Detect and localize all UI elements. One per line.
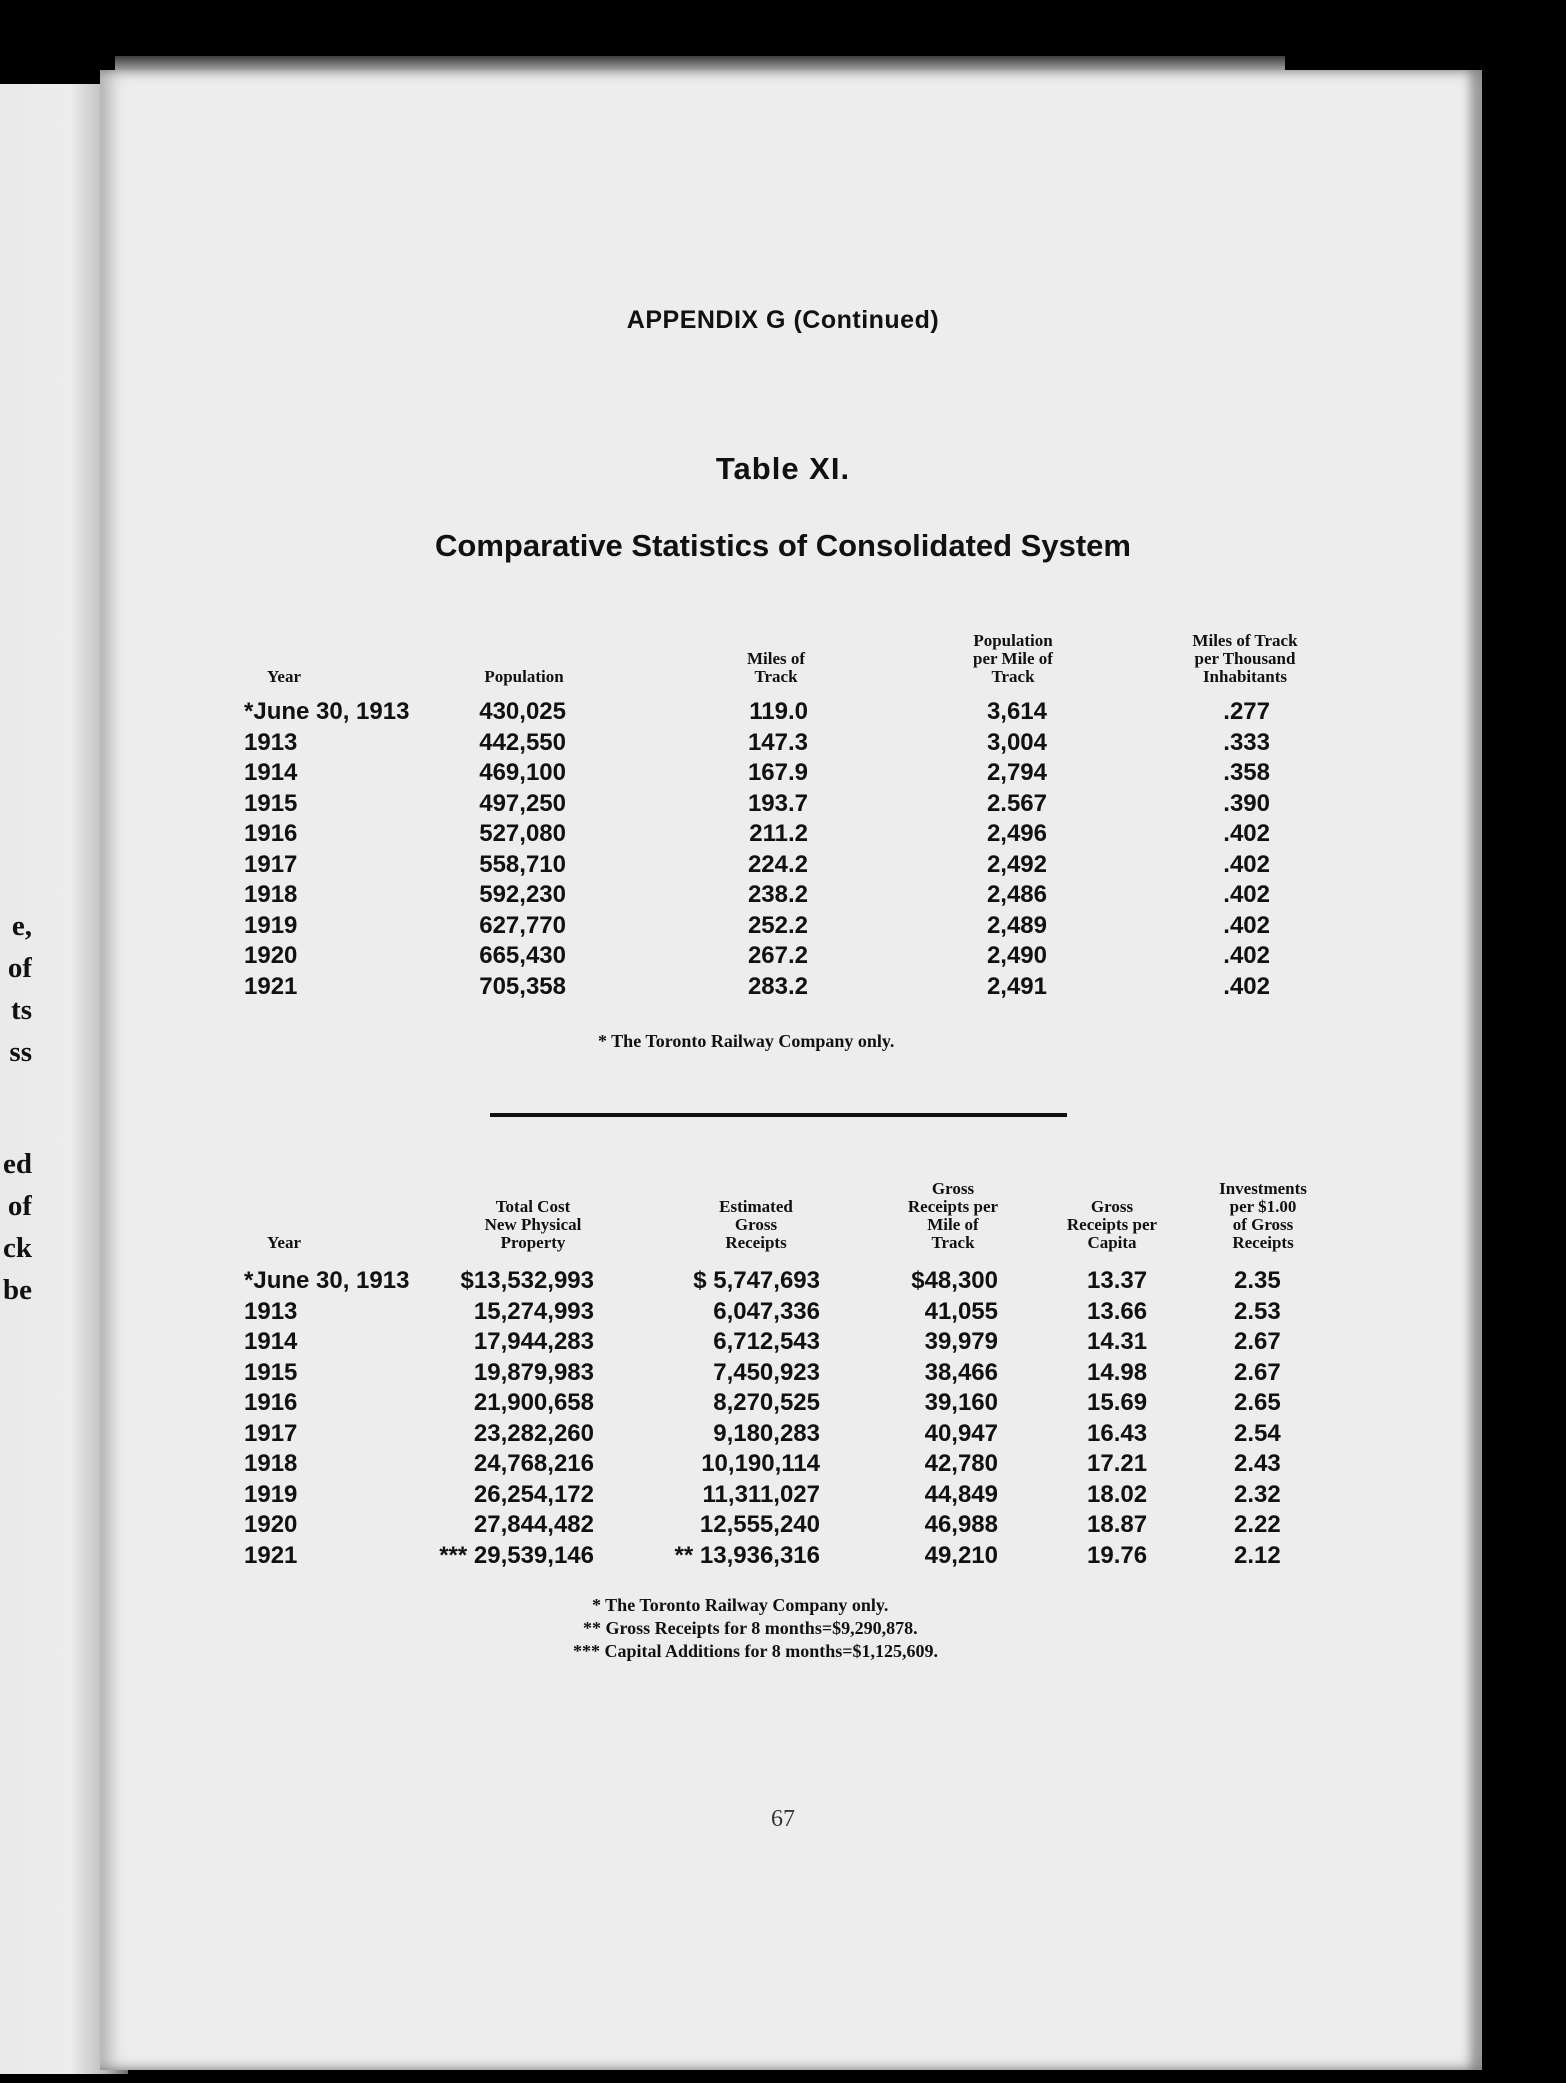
cell-population: 592,230 [479, 881, 566, 908]
cell-year: 1921 [244, 972, 298, 1000]
cell-population: 705,358 [479, 972, 566, 1000]
cell-estimated-gross-receipts: 7,450,923 [713, 1358, 820, 1386]
facing-page-text [0, 905, 32, 1311]
cell-miles-of-track: 267.2 [747, 942, 808, 969]
cell-investments-per-dollar: 2.22 [1234, 1511, 1281, 1538]
header-estimated-gross-receipts-line: Estimated [719, 1197, 793, 1216]
cell-miles-of-track: 252.2 [747, 911, 808, 939]
header-estimated-gross-receipts-line: Receipts [725, 1233, 787, 1252]
table-label: Table XI. [715, 451, 851, 486]
header-receipts-per-capita-line: Capita [1087, 1233, 1137, 1252]
cell-miles-per-thousand: .402 [1223, 820, 1270, 847]
cell-population-per-mile: 2,496 [986, 820, 1047, 847]
cell-receipts-per-capita: 13.37 [1087, 1267, 1148, 1294]
cell-receipts-per-capita: 18.87 [1087, 1511, 1148, 1538]
header-receipts-per-mile-line: Track [931, 1233, 975, 1252]
header-population-line: Population [484, 667, 564, 686]
table-title: Comparative Statistics of Consolidated System [435, 528, 1131, 563]
cell-estimated-gross-receipts: 12,555,240 [699, 1511, 820, 1538]
cell-population-per-mile: 2,489 [986, 911, 1047, 939]
cell-estimated-gross-receipts: 8,270,525 [713, 1389, 820, 1416]
header-miles-of-track-line: Miles of [746, 649, 806, 668]
cell-investments-per-dollar: 2.67 [1234, 1358, 1281, 1386]
cell-miles-per-thousand: .390 [1223, 789, 1270, 817]
cell-year: 1913 [244, 1297, 298, 1325]
cell-year: 1920 [244, 942, 298, 969]
cell-population: 627,770 [479, 911, 566, 939]
cell-population-per-mile: 3,004 [986, 728, 1047, 756]
cell-total-cost: 27,844,482 [473, 1511, 594, 1538]
cell-total-cost: 21,900,658 [473, 1389, 594, 1416]
header-miles-per-thousand-line: Miles of Track [1192, 631, 1298, 650]
cell-total-cost: 23,282,260 [473, 1419, 594, 1447]
header-investments-per-dollar-line: per $1.00 [1229, 1197, 1297, 1216]
cell-year: 1913 [244, 728, 298, 756]
header-year-line: Year [267, 1233, 301, 1252]
cell-miles-per-thousand: .402 [1223, 942, 1270, 969]
cell-miles-of-track: 211.2 [749, 820, 808, 847]
cell-receipts-per-capita: 17.21 [1087, 1450, 1148, 1477]
cell-miles-of-track: 238.2 [747, 881, 808, 908]
cell-investments-per-dollar: 2.12 [1234, 1541, 1281, 1569]
cell-receipts-per-mile: 41,055 [924, 1297, 998, 1325]
facing-line: of [7, 1190, 32, 1222]
cell-receipts-per-mile: 40,947 [924, 1419, 998, 1447]
header-population-per-mile-line: Track [991, 667, 1035, 686]
facing-line: ed [3, 1148, 32, 1180]
facing-line: be [3, 1274, 32, 1306]
table2-footnote: *** Capital Additions for 8 months=$1,125,609. [573, 1641, 938, 1661]
facing-line: of [7, 952, 32, 984]
cell-year: 1921 [244, 1541, 298, 1569]
table-divider [490, 1113, 1067, 1117]
cell-population-per-mile: 3,614 [986, 698, 1047, 725]
cell-year: 1914 [244, 759, 298, 786]
cell-population: 442,550 [479, 728, 566, 756]
cell-receipts-per-mile: 42,780 [924, 1450, 998, 1477]
header-miles-per-thousand-line: Inhabitants [1202, 667, 1288, 686]
cell-year: 1914 [244, 1328, 298, 1355]
cell-year: 1917 [244, 850, 298, 878]
header-receipts-per-capita-line: Gross [1090, 1197, 1134, 1216]
header-receipts-per-mile-line: Mile of [927, 1215, 979, 1234]
cell-year: 1917 [244, 1419, 298, 1447]
header-population-per-mile-line: Population [973, 631, 1053, 650]
cell-estimated-gross-receipts: 9,180,283 [713, 1419, 820, 1447]
facing-line: ss [9, 1036, 32, 1068]
cell-estimated-gross-receipts: 10,190,114 [701, 1450, 820, 1477]
cell-miles-of-track: 283.2 [747, 972, 808, 1000]
cell-population: 469,100 [479, 759, 566, 786]
table1-footnote: * The Toronto Railway Company only. [598, 1031, 895, 1051]
cell-investments-per-dollar: 2.54 [1234, 1419, 1281, 1447]
cell-receipts-per-mile: 39,160 [924, 1389, 998, 1416]
facing-line: e, [11, 910, 32, 942]
cell-total-cost: 17,944,283 [473, 1328, 594, 1355]
cell-year: *June 30, 1913 [244, 698, 410, 725]
facing-line: ck [3, 1232, 32, 1264]
header-investments-per-dollar-line: of Gross [1232, 1215, 1294, 1234]
cell-receipts-per-capita: 19.76 [1087, 1541, 1148, 1569]
cell-investments-per-dollar: 2.53 [1234, 1297, 1281, 1325]
cell-total-cost: *** 29,539,146 [439, 1541, 594, 1569]
cell-year: 1915 [244, 1358, 298, 1386]
cell-receipts-per-capita: 16.43 [1087, 1419, 1148, 1447]
cell-receipts-per-capita: 13.66 [1087, 1297, 1148, 1325]
cell-population-per-mile: 2,491 [986, 972, 1047, 1000]
cell-population: 558,710 [479, 850, 566, 878]
cell-year: 1919 [244, 1480, 298, 1508]
cell-miles-of-track: 167.9 [747, 759, 808, 786]
cell-receipts-per-mile: 38,466 [924, 1358, 998, 1386]
appendix-heading: APPENDIX G (Continued) [626, 306, 940, 334]
cell-miles-per-thousand: .402 [1223, 881, 1270, 908]
cell-year: 1916 [244, 820, 298, 847]
cell-population-per-mile: 2,492 [986, 850, 1047, 878]
header-total-cost-line: Total Cost [495, 1197, 571, 1216]
header-receipts-per-mile-line: Receipts per [907, 1197, 999, 1216]
cell-total-cost: 26,254,172 [473, 1480, 594, 1508]
header-estimated-gross-receipts-line: Gross [734, 1215, 778, 1234]
table2-footnote: * The Toronto Railway Company only. [592, 1595, 889, 1615]
cell-total-cost: 24,768,216 [473, 1450, 594, 1477]
header-total-cost-line: New Physical [484, 1215, 582, 1234]
header-investments-per-dollar-line: Receipts [1232, 1233, 1294, 1252]
cell-miles-of-track: 119.0 [749, 698, 808, 725]
cell-miles-of-track: 224.2 [747, 850, 808, 878]
cell-investments-per-dollar: 2.65 [1234, 1389, 1281, 1416]
cell-receipts-per-mile: 44,849 [924, 1480, 998, 1508]
header-year-line: Year [267, 667, 301, 686]
cell-receipts-per-capita: 14.98 [1087, 1358, 1148, 1386]
cell-year: *June 30, 1913 [244, 1267, 410, 1294]
cell-miles-per-thousand: .402 [1223, 911, 1270, 939]
cell-receipts-per-mile: $48,300 [911, 1267, 998, 1294]
cell-estimated-gross-receipts: 11,311,027 [702, 1480, 820, 1508]
cell-population-per-mile: 2,486 [986, 881, 1047, 908]
cell-total-cost: $13,532,993 [460, 1267, 594, 1294]
cell-miles-per-thousand: .358 [1223, 759, 1270, 786]
cell-estimated-gross-receipts: 6,712,543 [713, 1328, 820, 1355]
cell-miles-per-thousand: .333 [1223, 728, 1270, 756]
cell-year: 1919 [244, 911, 298, 939]
header-investments-per-dollar-line: Investments [1219, 1179, 1307, 1198]
header-population-per-mile-line: per Mile of [973, 649, 1053, 668]
cell-year: 1920 [244, 1511, 298, 1538]
cell-population: 497,250 [479, 789, 566, 817]
cell-receipts-per-capita: 14.31 [1087, 1328, 1148, 1355]
document-page [100, 70, 1482, 2070]
cell-population-per-mile: 2,794 [986, 759, 1047, 786]
cell-total-cost: 15,274,993 [473, 1297, 594, 1325]
header-receipts-per-capita-line: Receipts per [1066, 1215, 1158, 1234]
cell-year: 1918 [244, 1450, 298, 1477]
cell-investments-per-dollar: 2.67 [1234, 1328, 1281, 1355]
cell-year: 1916 [244, 1389, 298, 1416]
cell-investments-per-dollar: 2.32 [1234, 1480, 1281, 1508]
cell-year: 1915 [244, 789, 298, 817]
cell-population: 527,080 [479, 820, 566, 847]
cell-investments-per-dollar: 2.43 [1234, 1450, 1281, 1477]
page-number: 67 [771, 1806, 795, 1832]
cell-investments-per-dollar: 2.35 [1234, 1267, 1281, 1294]
cell-miles-per-thousand: .277 [1223, 698, 1270, 725]
cell-receipts-per-capita: 15.69 [1087, 1389, 1148, 1416]
cell-receipts-per-mile: 46,988 [924, 1511, 998, 1538]
cell-year: 1918 [244, 881, 298, 908]
cell-population-per-mile: 2,490 [986, 942, 1047, 969]
table2-footnote: ** Gross Receipts for 8 months=$9,290,878. [583, 1618, 918, 1638]
cell-population-per-mile: 2.567 [986, 789, 1047, 817]
header-receipts-per-mile-line: Gross [931, 1179, 975, 1198]
cell-estimated-gross-receipts: ** 13,936,316 [674, 1541, 820, 1569]
cell-miles-per-thousand: .402 [1223, 850, 1270, 878]
cell-receipts-per-capita: 18.02 [1087, 1480, 1148, 1508]
header-total-cost-line: Property [500, 1233, 566, 1252]
cell-estimated-gross-receipts: 6,047,336 [713, 1297, 820, 1325]
cell-population: 430,025 [479, 698, 566, 725]
header-miles-per-thousand-line: per Thousand [1194, 649, 1296, 668]
cell-miles-per-thousand: .402 [1223, 972, 1270, 1000]
cell-miles-of-track: 193.7 [747, 789, 808, 817]
cell-receipts-per-mile: 39,979 [924, 1328, 998, 1355]
cell-receipts-per-mile: 49,210 [924, 1541, 998, 1569]
header-miles-of-track-line: Track [754, 667, 798, 686]
cell-miles-of-track: 147.3 [747, 728, 808, 756]
cell-population: 665,430 [479, 942, 566, 969]
cell-estimated-gross-receipts: $ 5,747,693 [693, 1267, 820, 1294]
cell-total-cost: 19,879,983 [473, 1358, 594, 1386]
facing-line: ts [11, 994, 32, 1026]
